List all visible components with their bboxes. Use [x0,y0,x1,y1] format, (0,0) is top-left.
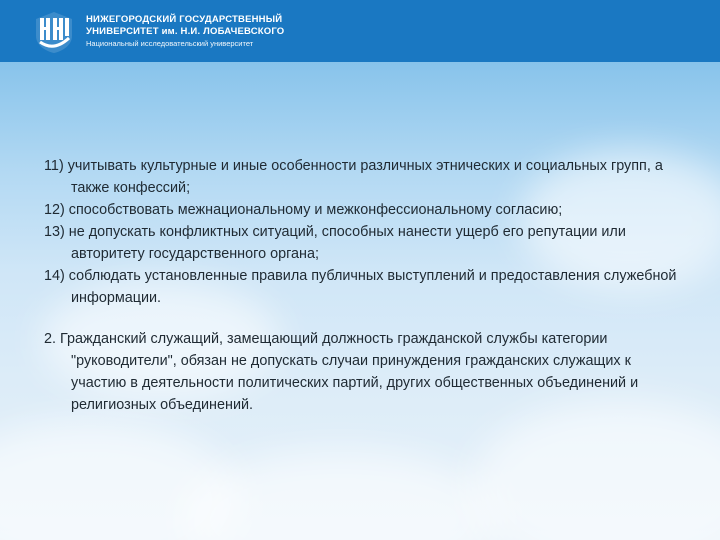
list-item: 11) учитывать культурные и иные особенности различных этнических и социальных групп, а также конфессий; [44,158,663,196]
header-bar [0,0,720,62]
university-logo-icon [32,10,76,54]
slide-content [44,155,684,416]
cloud-decoration [470,400,720,540]
logo-line-1: НИЖЕГОРОДСКИЙ ГОСУДАРСТВЕННЫЙ [86,14,283,25]
list-item: 13) не допускать конфликтных ситуаций, способных нанести ущерб его репутации или авторитету государственного органа; [44,224,626,262]
cloud-decoration [180,450,500,540]
list-item: 14) соблюдать установленные правила публичных выступлений и предоставления служебной информации. [44,268,677,306]
university-name [86,14,284,49]
logo-subtitle: Национальный исследовательский университет [86,39,254,48]
paragraph: 2. Гражданский служащий, замещающий должность гражданской службы категории "руководители", обязан не допускать случаи принуждения гражданских служащих к участию в деятельности политических партий, других общественных объединений и религиозных объединений. [44,331,639,413]
list-item: 12) способствовать межнациональному и межконфессиональному согласию; [44,202,563,218]
logo-line-2: УНИВЕРСИТЕТ им. Н.И. ЛОБАЧЕВСКОГО [86,26,285,37]
